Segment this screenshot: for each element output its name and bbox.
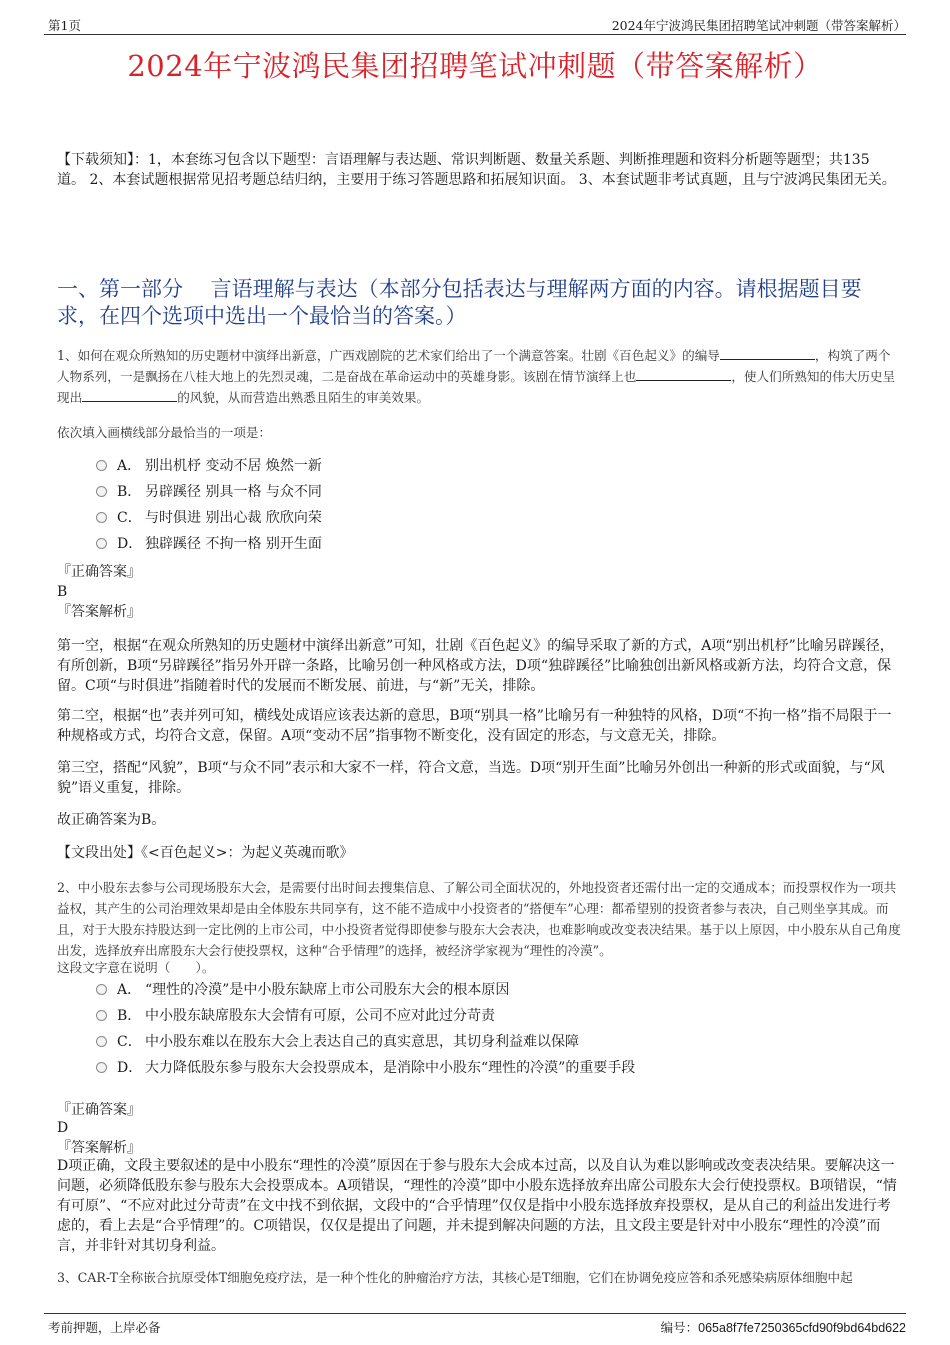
q2-option-b[interactable]: B． 中小股东缺席股东大会情有可原，公司不应对此过分苛责 — [96, 1003, 635, 1029]
q2-answer: D — [57, 1120, 69, 1136]
radio-icon[interactable] — [96, 486, 107, 497]
q1-analysis-para-4: 故正确答案为B。 — [57, 812, 166, 828]
q1-option-c[interactable]: C． 与时俱进 别出心裁 欣欣向荣 — [96, 505, 322, 531]
q1-blank-2 — [636, 367, 731, 381]
page-number: 第1页 — [48, 18, 81, 33]
page-footer — [44, 1313, 906, 1336]
radio-icon[interactable] — [96, 1010, 107, 1021]
q1-option-b[interactable]: B． 另辟蹊径 别具一格 与众不同 — [96, 479, 322, 505]
radio-icon[interactable] — [96, 1036, 107, 1047]
q1-source: 【文段出处】《<百色起义>：为起义英魂而歌》 — [57, 845, 354, 861]
footer-id-label: 编号： — [660, 1320, 699, 1335]
question-2-prompt: 这段文字意在说明（ ）。 — [57, 960, 215, 975]
q2-option-d[interactable]: D． 大力降低股东参与股东大会投票成本，是消除中小股东“理性的冷漠”的重要手段 — [96, 1055, 635, 1081]
question-2-stem: 2、中小股东去参与公司现场股东大会，是需要付出时间去搜集信息、了解公司全面状况的，外地投资者还需付出一定的交通成本；而投票权作为一项共益权，其产生的公司治理效果却是由全体股东共同享有，这不能不造成中小投资者的“搭便车”心理：都希望别的投资者参与表决，自己则坐享其成。而且，对于大股东持股达到一定比例的上市公司，中小投资者觉得即使参与股东大会表决，也难影响或改变表决结果。基于以上原因，中小股东从自己角度出发，选择放弃出席股东大会行使投票权，这种“合乎情理”的选择，被经济学家视为“理性的冷漠”。 — [57, 880, 901, 958]
question-3-stem: 3、CAR-T全称嵌合抗原受体T细胞免疫疗法，是一种个性化的肿瘤治疗方法，其核心是T细胞，它们在协调免疫应答和杀死感染病原体细胞中起 — [57, 1270, 853, 1285]
page-title: 2024年宁波鸿民集团招聘笔试冲刺题（带答案解析） — [127, 49, 823, 83]
question-1-stem — [57, 345, 902, 408]
q1-answer-label: 『正确答案』 — [57, 564, 141, 580]
q1-stem-part-a: 1、如何在观众所熟知的历史题材中演绎出新意，广西戏剧院的艺术家们给出了一个满意答案。壮剧《百色起义》的编导 — [57, 348, 720, 363]
radio-icon[interactable] — [96, 460, 107, 471]
footer-id-code: 065a8f7fe7250365cfd90f9bd64bd622 — [698, 1321, 906, 1335]
radio-icon[interactable] — [96, 512, 107, 523]
q1-blank-3 — [82, 388, 177, 402]
download-notice: 【下载须知】：1，本套练习包含以下题型：言语理解与表达题、常识判断题、数量关系题、判断推理题和资料分析题等题型；共135道。 2、本套试题根据常见招考题总结归纳，主要用于练习答题思路和拓展知识面。 3、本套试题非考试真题，且与宁波鸿民集团无关。 — [57, 152, 896, 188]
header-doc-title: 2024年宁波鸿民集团招聘笔试冲刺题（带答案解析） — [611, 18, 906, 33]
q1-analysis-label: 『答案解析』 — [57, 604, 141, 620]
q1-option-a[interactable]: A． 别出机杼 变动不居 焕然一新 — [96, 453, 322, 479]
q1-analysis-para-1: 第一空，根据“在观众所熟知的历史题材中演绎出新意”可知，壮剧《百色起义》的编导采取了新的方式，A项“别出机杼”比喻另辟蹊径，有所创新，B项“另辟蹊径”指另外开辟一条路，比喻另创一种风格或方法，D项“独辟蹊径”比喻独创出新风格或新方法，均符合文意，保留。C项“与时俱进”指随着时代的发展而不断发展、前进，与“新”无关，排除。 — [57, 638, 894, 694]
question-1-options — [96, 453, 322, 557]
q2-option-c[interactable]: C． 中小股东难以在股东大会上表达自己的真实意思，其切身利益难以保障 — [96, 1029, 635, 1055]
q1-stem-part-c: ，使人们所熟知的伟大历史呈现出 — [57, 369, 896, 405]
radio-icon[interactable] — [96, 984, 107, 995]
radio-icon[interactable] — [96, 538, 107, 549]
q2-analysis-label: 『答案解析』 — [57, 1140, 141, 1156]
section-title: 一、第一部分 言语理解与表达（本部分包括表达与理解两方面的内容。请根据题目要求，在四个选项中选出一个最恰当的答案。） — [57, 277, 862, 328]
q1-blank-1 — [720, 346, 815, 360]
question-2-options — [96, 977, 635, 1081]
q2-analysis: D项正确，文段主要叙述的是中小股东“理性的冷漠”原因在于参与股东大会成本过高，以及自认为难以影响或改变表决结果。要解决这一问题，必须降低股东参与股东大会投票成本。A项错误，“理性的冷漠”即中小股东选择放弃出席公司股东大会行使投票权。B项错误，“情有可原”、“不应对此过分苛责”在文中找不到依据，文段中的“合乎情理”仅仅是指中小股东选择放弃投票权，是从自己的利益出发进行考虑的，看上去是“合乎情理”的。C项错误，仅仅是提出了问题，并未提到解决问题的方法，且文段主要是针对中小股东“理性的冷漠”而言，并非针对其切身利益。 — [57, 1158, 897, 1254]
question-1-prompt: 依次填入画横线部分最恰当的一项是： — [57, 425, 272, 440]
footer-slogan: 考前押题，上岸必备 — [48, 1320, 161, 1335]
q1-analysis-para-2: 第二空，根据“也”表并列可知，横线处成语应该表达新的意思，B项“别具一格”比喻另有一种独特的风格，D项“不拘一格”指不局限于一种规格或方式，均符合文意，保留。A项“变动不居”指事物不断变化，没有固定的形态，与文意无关，排除。 — [57, 708, 892, 744]
q1-answer: B — [57, 584, 68, 600]
footer-doc-id — [661, 1318, 906, 1336]
q2-answer-label: 『正确答案』 — [57, 1102, 141, 1118]
q1-option-d[interactable]: D． 独辟蹊径 不拘一格 别开生面 — [96, 531, 322, 557]
q1-stem-part-b: ，构筑了两个人物系列，一是飘扬在八桂大地上的先烈灵魂，二是奋战在革命运动中的英雄身影。该剧在情节演绎上也 — [57, 348, 891, 384]
q1-analysis-para-3: 第三空，搭配“风貌”，B项“与众不同”表示和大家不一样，符合文意，当选。D项“别开生面”比喻另外创出一种新的形式或面貌，与“风貌”语义重复，排除。 — [57, 760, 885, 796]
q1-stem-part-d: 的风貌，从而营造出熟悉且陌生的审美效果。 — [177, 390, 430, 405]
q2-option-a[interactable]: A． “理性的冷漠”是中小股东缺席上市公司股东大会的根本原因 — [96, 977, 635, 1003]
radio-icon[interactable] — [96, 1062, 107, 1073]
page-header — [44, 14, 906, 35]
